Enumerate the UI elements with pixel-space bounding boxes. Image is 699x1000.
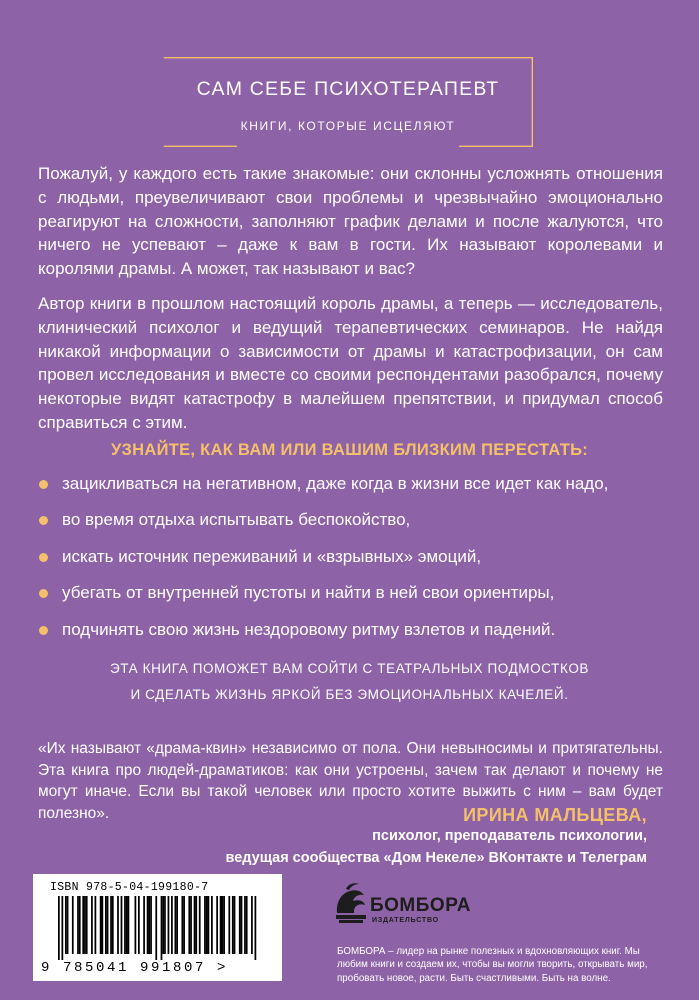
list-item bbox=[38, 508, 663, 532]
barcode-bars bbox=[58, 896, 258, 960]
barcode-bar bbox=[162, 896, 164, 954]
barcode-bar bbox=[126, 896, 128, 954]
barcode-bar bbox=[208, 896, 210, 954]
list-item-text: подчинять свою жизнь нездоровому ритму взлетов и падений. bbox=[62, 619, 556, 639]
barcode-bar bbox=[112, 896, 114, 954]
barcode-bar bbox=[168, 896, 170, 954]
barcode-bar bbox=[124, 896, 126, 954]
barcode-bar bbox=[100, 896, 102, 954]
barcode-bar bbox=[176, 896, 178, 954]
barcode-bar bbox=[148, 896, 150, 954]
barcode-bar bbox=[206, 896, 208, 954]
publisher-subtitle: ИЗДАТЕЛЬСТВО bbox=[372, 917, 439, 924]
barcode-bar bbox=[110, 896, 112, 954]
barcode-bar bbox=[161, 896, 163, 960]
conclusion-line-2: И СДЕЛАТЬ ЖИЗНЬ ЯРКОЙ БЕЗ ЭМОЦИОНАЛЬНЫХ КАЧЕЛЕЙ. bbox=[130, 687, 569, 702]
barcode-bar bbox=[241, 896, 243, 954]
barcode-bar bbox=[65, 896, 67, 954]
benefits-headline: УЗНАЙТЕ, КАК ВАМ ИЛИ ВАШИМ БЛИЗКИМ ПЕРЕСТАТЬ: bbox=[110, 441, 589, 459]
barcode-bar bbox=[147, 896, 149, 954]
barcode-bar bbox=[121, 896, 123, 954]
conclusion-line-1: ЭТА КНИГА ПОМОЖЕТ ВАМ СОЙТИ С ТЕАТРАЛЬНЫХ ПОДМОСТКОВ bbox=[109, 661, 590, 676]
barcode-bar bbox=[234, 896, 236, 954]
barcode-bar bbox=[199, 896, 201, 954]
barcode-bar bbox=[204, 896, 206, 954]
quote-author: ИРИНА МАЛЬЦЕВА, bbox=[463, 805, 647, 825]
barcode-bar bbox=[216, 896, 218, 954]
benefits-list bbox=[38, 472, 663, 654]
barcode-bar bbox=[150, 896, 152, 954]
author-paragraph: Автор книги в прошлом настоящий король драмы, а теперь — исследователь, клинический психолог и ведущий терапевтических семинаров. Не найдя никакой информации о зависимости от драмы и катастрофизации, он сам провел исследования и вместе со своими респондентами разобрался, почему некоторые видят катастрофу в малейшем препятствии, и придумал способ справиться с этим. bbox=[38, 294, 663, 432]
barcode-bar bbox=[183, 896, 185, 954]
barcode-bar bbox=[188, 896, 190, 954]
barcode-bar bbox=[135, 896, 137, 954]
barcode-bar bbox=[72, 896, 74, 954]
list-item bbox=[38, 545, 663, 569]
barcode-bar bbox=[164, 896, 166, 954]
publisher-description: БОМБОРА – лидер на рынке полезных и вдохновляющих книг. Мы любим книги и создаем их, чтобы вы могли творить, открывать мир, пробовать новое, расти. Быть счастливыми. Быть на волне. bbox=[337, 946, 648, 984]
conclusion bbox=[0, 656, 699, 708]
testimonial-quote: «Их называют «драма-квин» независимо от пола. Они невыносимы и притягательны. Эта книга про людей-драматиков: как они устроены, зачем так делают и почему не могут иначе. Если вы такой человек или просто хотите выжить с ним – вам будет полезно». bbox=[38, 740, 663, 822]
barcode-number: 9 785041 991807 > bbox=[41, 960, 229, 976]
list-item-text: искать источник переживаний и «взрывных» эмоций, bbox=[62, 546, 482, 566]
barcode-bar bbox=[61, 896, 63, 960]
series-box bbox=[163, 57, 533, 147]
barcode-bar bbox=[223, 896, 225, 954]
barcode-bar bbox=[138, 896, 140, 954]
bullet-dot-icon bbox=[39, 589, 48, 598]
barcode-bar bbox=[244, 896, 246, 954]
barcode-bar bbox=[77, 896, 79, 954]
barcode-bar bbox=[155, 896, 157, 960]
barcode-bar bbox=[58, 896, 60, 960]
barcode-bar bbox=[117, 896, 119, 954]
bullet-dot-icon bbox=[39, 516, 48, 525]
barcode-bar bbox=[195, 896, 197, 954]
barcode-bar bbox=[190, 896, 192, 954]
isbn-label: ISBN 978-5-04-199180-7 bbox=[50, 881, 209, 894]
publisher-name: БОМБОРА bbox=[370, 895, 471, 916]
list-item bbox=[38, 472, 663, 496]
list-item bbox=[38, 581, 663, 605]
wave-icon bbox=[334, 879, 368, 925]
barcode-bar bbox=[221, 896, 223, 954]
barcode-bar bbox=[91, 896, 93, 954]
barcode-bar bbox=[181, 896, 183, 954]
bullet-dot-icon bbox=[39, 480, 48, 489]
barcode-bar bbox=[228, 896, 230, 954]
barcode-box bbox=[33, 874, 282, 981]
quote-author-role-2: ведущая сообщества «Дом Некеле» ВКонтакте и Телеграм bbox=[225, 850, 647, 866]
barcode-bar bbox=[84, 896, 86, 954]
barcode-bar bbox=[211, 896, 213, 954]
barcode-bar bbox=[105, 896, 107, 954]
series-subtitle: КНИГИ, КОТОРЫЕ ИСЦЕЛЯЮТ bbox=[240, 119, 456, 133]
barcode-bar bbox=[175, 896, 177, 954]
barcode-bar bbox=[67, 896, 69, 954]
bullet-dot-icon bbox=[39, 626, 48, 635]
barcode-bar bbox=[128, 896, 130, 954]
series-frame bbox=[163, 57, 533, 147]
quote-author-role-1: психолог, преподаватель психологии, bbox=[372, 828, 647, 844]
barcode-bar bbox=[171, 896, 173, 954]
intro-paragraph: Пожалуй, у каждого есть такие знакомые: они склонны усложнять отношения с людьми, преувеличивают свои проблемы и чрезвычайно эмоционально реагируют на сложности, заполняют график делами и после жалуются, что ничего не успевают – даже к вам в гости. Их называют королевами и королями драмы. А может, так называют и вас? bbox=[38, 164, 663, 279]
barcode-bar bbox=[251, 896, 253, 954]
barcode-bar bbox=[220, 896, 222, 954]
barcode-bar bbox=[232, 896, 234, 954]
barcode-bar bbox=[239, 896, 241, 954]
list-item-text: убегать от внутренней пустоты и найти в ней свои ориентиры, bbox=[62, 583, 555, 603]
list-item-text: во время отдыха испытывать беспокойство, bbox=[62, 510, 411, 530]
barcode-bar bbox=[95, 896, 97, 954]
barcode-bar bbox=[194, 896, 196, 954]
barcode-bar bbox=[82, 896, 84, 954]
barcode-bar bbox=[86, 896, 88, 954]
barcode-bar bbox=[255, 896, 257, 960]
barcode-bar bbox=[246, 896, 248, 954]
barcode-bar bbox=[101, 896, 103, 954]
barcode-bar bbox=[79, 896, 81, 954]
bullet-dot-icon bbox=[39, 553, 48, 562]
barcode-bar bbox=[107, 896, 109, 954]
series-title: САМ СЕБЕ ПСИХОТЕРАПЕВТ bbox=[196, 78, 500, 100]
list-item-text: зацикливаться на негативном, даже когда в жизни все идет как надо, bbox=[62, 474, 609, 493]
barcode-bar bbox=[143, 896, 145, 954]
list-item bbox=[38, 618, 663, 642]
